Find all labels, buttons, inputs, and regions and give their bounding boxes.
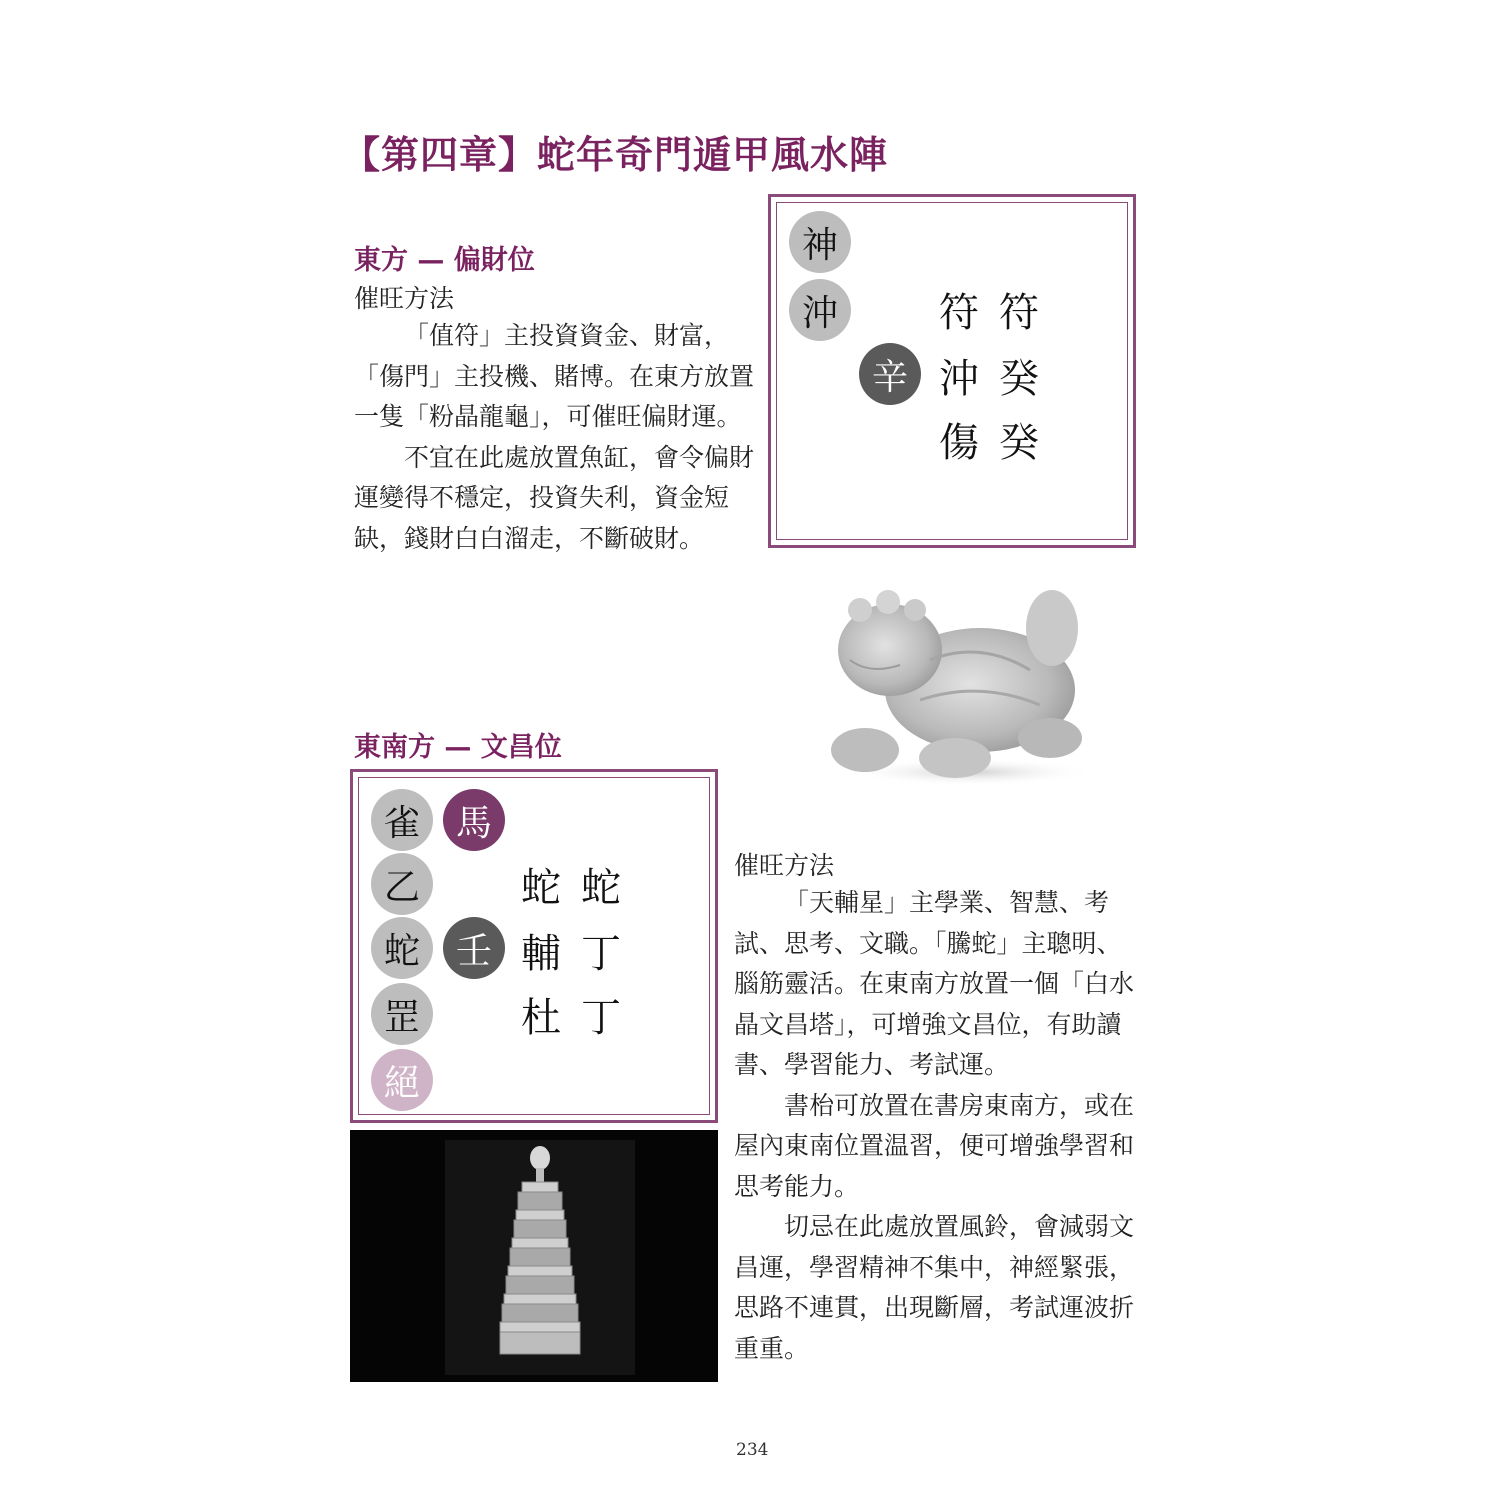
east-circle-shen: 神 (789, 211, 851, 273)
southeast-circle-ma: 馬 (443, 789, 505, 851)
southeast-body (734, 883, 1134, 1369)
east-method-label: 催旺方法 (354, 284, 455, 313)
southeast-paragraph-1: 「天輔星」主學業、智慧、考試、思考、文職。「騰蛇」主聰明、腦筋靈活。在東南方放置一個「白水晶文昌塔」，可增強文昌位，有助讀書、學習能力、考試運。 (734, 888, 1135, 1079)
southeast-grid-r1c2: 蛇 (581, 865, 621, 911)
southeast-grid-r3c2: 丁 (581, 995, 621, 1041)
southeast-formation-box (350, 769, 718, 1123)
east-grid-r2c2: 癸 (999, 356, 1039, 402)
southeast-paragraph-2: 書枱可放置在書房東南方，或在屋內東南位置温習，便可增強學習和思考能力。 (734, 1090, 1135, 1201)
east-circle-chong: 沖 (789, 279, 851, 341)
east-paragraph-1: 「值符」主投資資金、財富，「傷門」主投機、賭博。在東方放置一隻「粉晶龍龜」，可催旺偏財運。 (354, 321, 755, 431)
southeast-grid-r1c1: 蛇 (521, 865, 561, 911)
east-circle-xin: 辛 (859, 343, 921, 405)
chapter-title: 【第四章】蛇年奇門遁甲風水陣 (342, 133, 889, 177)
east-grid-r1c2: 符 (999, 290, 1039, 336)
southeast-circle-she: 蛇 (371, 917, 433, 979)
east-grid-r3c1: 傷 (939, 420, 979, 466)
east-grid-r3c2: 癸 (999, 420, 1039, 466)
southeast-grid-r2c2: 丁 (581, 931, 621, 977)
clear-quartz-pagoda-photo (350, 1130, 718, 1382)
southeast-grid-r3c1: 杜 (521, 995, 561, 1041)
southeast-circle-gang: 罡 (371, 983, 433, 1045)
east-grid-r1c1: 符 (939, 290, 979, 336)
southeast-circle-que: 雀 (371, 789, 433, 851)
east-paragraph-2: 不宜在此處放置魚缸，會令偏財運變得不穩定，投資失利，資金短缺，錢財白白溜走，不斷破財。 (354, 442, 755, 553)
southeast-heading: 東南方 — 文昌位 (354, 732, 562, 763)
east-grid-r2c1: 沖 (939, 356, 979, 402)
southeast-method-label: 催旺方法 (734, 851, 835, 880)
southeast-circle-yi: 乙 (371, 853, 433, 915)
east-body (354, 316, 754, 559)
southeast-circle-jue: 絕 (371, 1049, 433, 1111)
east-heading: 東方 — 偏財位 (354, 245, 535, 276)
southeast-grid-r2c1: 輔 (521, 931, 561, 977)
southeast-paragraph-3: 切忌在此處放置風鈴，會減弱文昌運，學習精神不集中，神經緊張，思路不連貫，出現斷層，考試運波折重重。 (734, 1212, 1135, 1363)
rose-quartz-dragon-turtle-photo (820, 580, 1100, 790)
southeast-circle-ren: 壬 (443, 917, 505, 979)
page-number: 234 (736, 1440, 769, 1460)
east-formation-box (768, 194, 1136, 548)
